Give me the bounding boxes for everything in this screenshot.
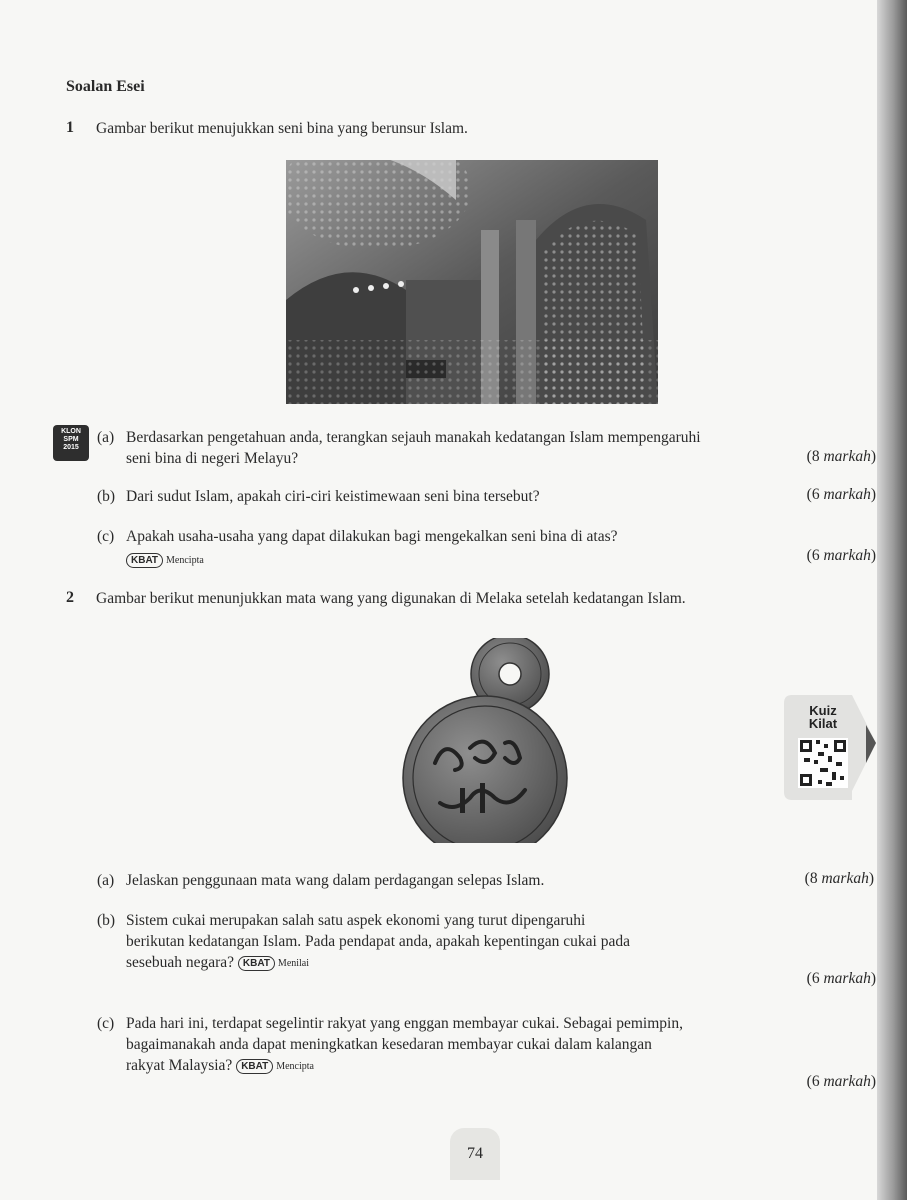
q2a-line1: Jelaskan penggunaan mata wang dalam perdagangan selepas Islam. bbox=[126, 872, 545, 889]
q1c-kbat-tag bbox=[126, 551, 204, 569]
q2b-line2: berikutan kedatangan Islam. Pada pendapat anda, apakah kepentingan cukai pada bbox=[126, 933, 630, 950]
section-title: Soalan Esei bbox=[66, 78, 145, 95]
q1b-line1: Dari sudut Islam, apakah ciri-ciri keistimewaan seni bina tersebut? bbox=[126, 488, 540, 505]
q1b-label: (b) bbox=[97, 488, 116, 505]
question-2-stem: Gambar berikut menunjukkan mata wang yang digunakan di Melaka setelah kedatangan Islam. bbox=[96, 590, 686, 607]
q2a-label: (a) bbox=[97, 872, 115, 889]
question-1-number: 1 bbox=[66, 119, 74, 136]
q1a-line2: seni bina di negeri Melayu? bbox=[126, 450, 299, 467]
q2c-label: (c) bbox=[97, 1015, 115, 1032]
q1c-marks: (6 markah) bbox=[806, 547, 876, 564]
klon-spm-2015-badge: KLON SPM 2015 bbox=[53, 425, 89, 461]
kbat-level: Mencipta bbox=[166, 554, 204, 566]
page-gutter-shadow bbox=[877, 0, 907, 1200]
q1c-label: (c) bbox=[97, 528, 115, 545]
q2b-line1: Sistem cukai merupakan salah satu aspek ekonomi yang turut dipengaruhi bbox=[126, 912, 586, 929]
question-1-stem: Gambar berikut menujukkan seni bina yang berunsur Islam. bbox=[96, 120, 468, 137]
kuiz-kilat-label: Kuiz Kilat bbox=[808, 703, 838, 731]
q1a-label: (a) bbox=[97, 429, 115, 446]
kbat-level: Mencipta bbox=[276, 1060, 314, 1072]
q2c-line1: Pada hari ini, terdapat segelintir rakyat yang enggan membayar cukai. Sebagai pemimpin, bbox=[126, 1015, 683, 1032]
question-2-number: 2 bbox=[66, 589, 74, 606]
q1a-line1: Berdasarkan pengetahuan anda, terangkan sejauh manakah kedatangan Islam mempengaruhi bbox=[126, 429, 701, 446]
q1a-marks: (8 markah) bbox=[806, 448, 876, 465]
q2c-line2: bagaimanakah anda dapat meningkatkan kesedaran membayar cukai dalam kalangan bbox=[126, 1036, 652, 1053]
mosque-interior-photo bbox=[286, 160, 658, 404]
q1b-marks: (6 markah) bbox=[806, 486, 876, 503]
melaka-coins-image bbox=[390, 638, 570, 843]
kbat-level: Menilai bbox=[277, 957, 310, 969]
q2b-line3: sesebuah negara? KBAT Menilai bbox=[126, 954, 310, 971]
q2c-marks: (6 markah) bbox=[806, 1073, 876, 1090]
q2b-label: (b) bbox=[97, 912, 116, 929]
q1c-line1: Apakah usaha-usaha yang dapat dilakukan bagi mengekalkan seni bina di atas? bbox=[126, 528, 618, 545]
page-number: 74 bbox=[450, 1128, 500, 1180]
kbat-badge: KBAT bbox=[238, 956, 275, 971]
q2c-line3: rakyat Malaysia? KBAT Mencipta bbox=[126, 1057, 314, 1074]
q2a-marks: (8 markah) bbox=[804, 870, 874, 887]
q2b-marks: (6 markah) bbox=[806, 970, 876, 987]
kbat-badge: KBAT bbox=[236, 1059, 273, 1074]
kbat-badge: KBAT bbox=[126, 553, 163, 568]
qr-code-icon bbox=[798, 738, 848, 788]
